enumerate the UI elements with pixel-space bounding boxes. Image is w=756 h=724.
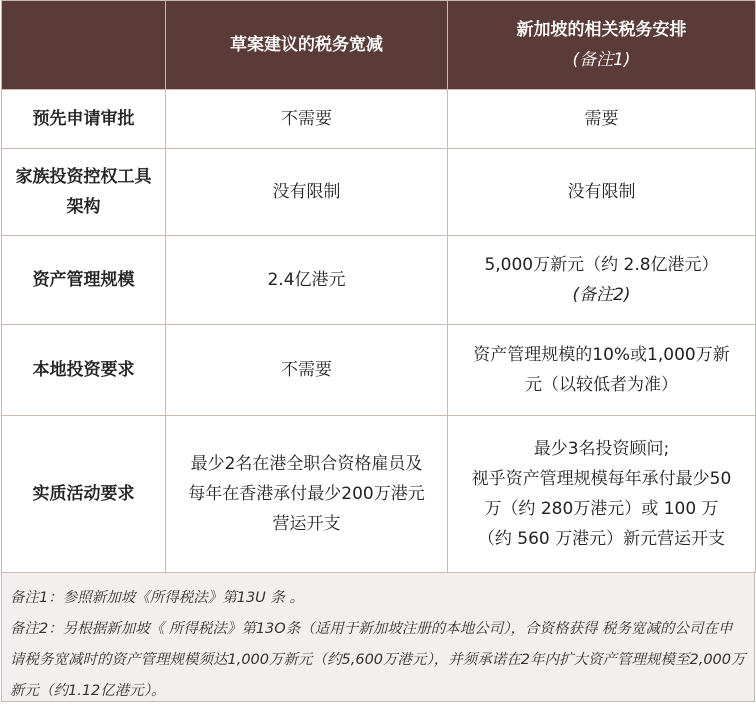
hk-cell xyxy=(166,325,448,416)
hk-cell xyxy=(166,90,448,149)
sg-cell xyxy=(448,149,756,236)
row-label: 预先申请审批 xyxy=(2,90,166,149)
sg-cell xyxy=(448,90,756,149)
row-label xyxy=(2,149,166,236)
row-label: 实质活动要求 xyxy=(2,416,166,573)
row-label-text: 家族投资控权工具架构 xyxy=(15,167,152,217)
cell-line: 视乎资产管理规模每年承付最少50 xyxy=(471,469,732,489)
header-empty-cell xyxy=(2,1,166,90)
cell-line: 每年在香港承付最少200万港元 xyxy=(188,484,425,504)
cell-line: 没有限制 xyxy=(567,182,636,202)
sg-cell xyxy=(448,325,756,416)
header-singapore-note: (备注1) xyxy=(572,50,631,70)
tax-comparison-table xyxy=(1,0,756,573)
cell-line: 万（约 280万港元）或 100 万 xyxy=(484,499,719,519)
cell-line: （约 560 万港元）新元营运开支 xyxy=(477,529,726,549)
hk-cell xyxy=(166,416,448,573)
cell-line: 需要 xyxy=(584,109,619,129)
header-singapore-title: 新加坡的相关税务安排 xyxy=(516,20,687,40)
row-label: 本地投资要求 xyxy=(2,325,166,416)
table-row xyxy=(2,149,756,236)
footnote-1: 备注1：参照新加坡《所得税法》第13U 条 。 xyxy=(10,590,305,606)
row-label: 资产管理规模 xyxy=(2,236,166,325)
cell-line: 5,000万新元（约 2.8亿港元） xyxy=(484,255,719,275)
header-proposed-relief: 草案建议的税务宽减 xyxy=(166,1,448,90)
cell-line: 不需要 xyxy=(281,109,332,129)
table-row xyxy=(2,416,756,573)
cell-line: 营运开支 xyxy=(272,514,341,534)
comparison-document xyxy=(1,0,755,702)
sg-cell xyxy=(448,416,756,573)
cell-line: 2.4亿港元 xyxy=(267,270,346,290)
header-singapore-arrangement xyxy=(448,1,756,90)
table-header-row xyxy=(2,1,756,90)
cell-line: 没有限制 xyxy=(272,182,341,202)
cell-line: 最少3名投资顾问; xyxy=(533,439,670,459)
sg-cell xyxy=(448,236,756,325)
cell-line: 资产管理规模的10%或1,000万新 xyxy=(473,345,730,365)
table-row xyxy=(2,236,756,325)
hk-cell xyxy=(166,236,448,325)
table-row xyxy=(2,325,756,416)
table-row xyxy=(2,90,756,149)
cell-line: 不需要 xyxy=(281,360,332,380)
hk-cell xyxy=(166,149,448,236)
footnote-2: 备注2：另根据新加坡《 所得税法》第13O条（适用于新加坡注册的本地公司），合资格获得 税务宽减的公司在申请税务宽减时的资产管理规模须达1,000万新元（约5,600万港元），并须承诺在2年内扩大资产管理规模至2,000万新元（约1.12亿港元）。 xyxy=(10,621,746,699)
cell-line: 最少2名在港全职合资格雇员及 xyxy=(190,454,423,474)
cell-line: 元（以较低者为准） xyxy=(525,375,678,395)
footnotes xyxy=(1,573,755,702)
cell-note: (备注2) xyxy=(572,285,631,305)
